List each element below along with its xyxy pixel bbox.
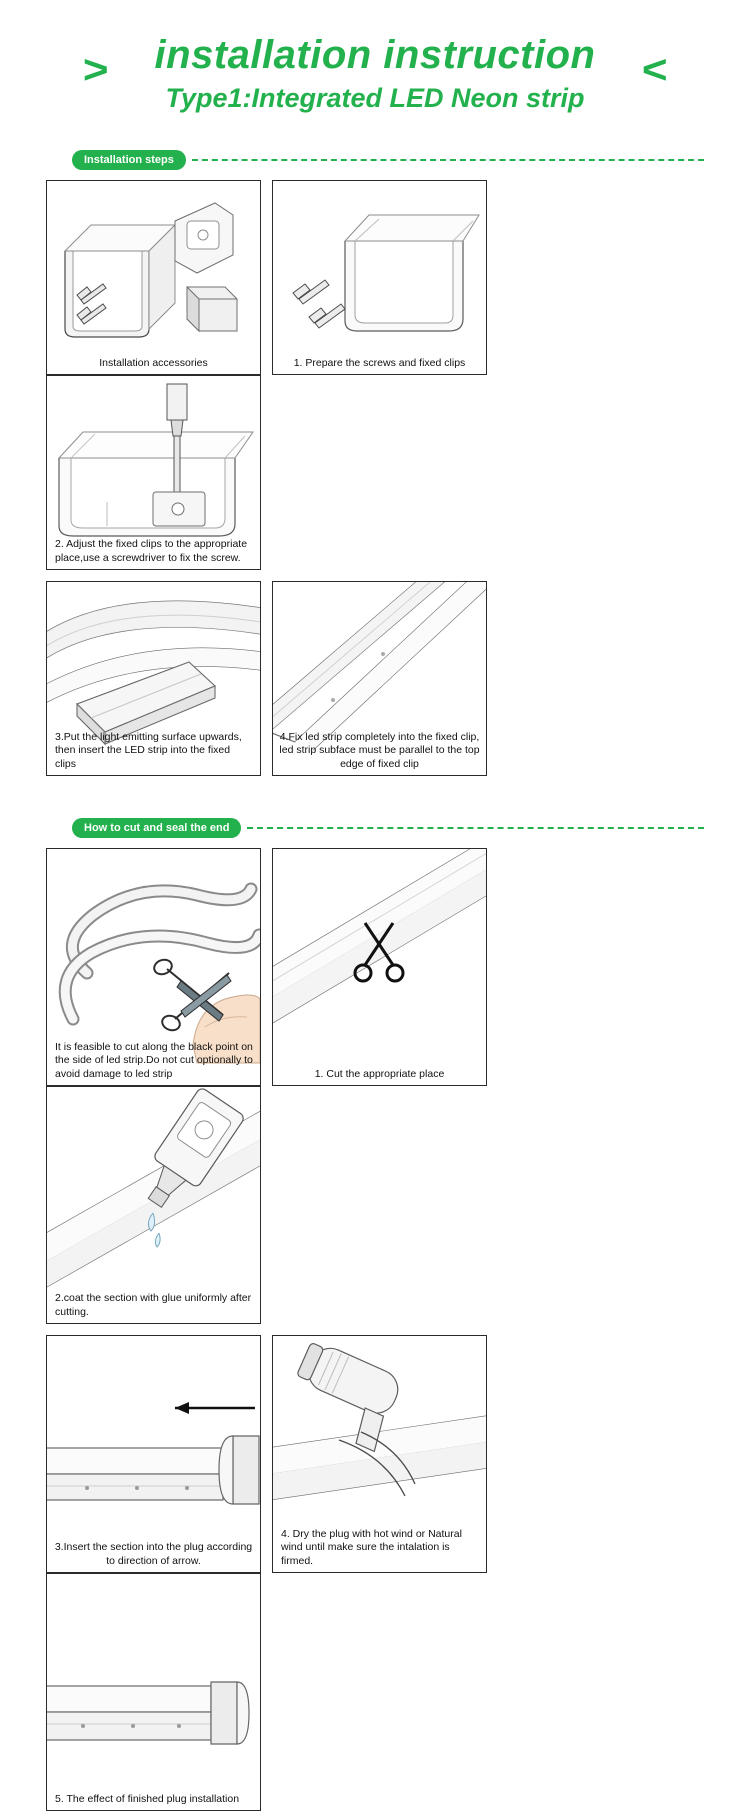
page-subtitle: Type1:Integrated LED Neon strip [165, 83, 585, 113]
steps-grid-row1 [0, 180, 750, 570]
cut-caption: 1. Cut the appropriate place [314, 1067, 445, 1080]
step-caption: 2. Adjust the fixed clips to the appropriate place,use a screwdriver to fix the screw. [55, 538, 248, 564]
page-title: installation instruction [154, 33, 596, 77]
steps-grid-row2 [0, 581, 750, 776]
section-header [0, 818, 750, 838]
cut-cell-cut-place [272, 848, 487, 1086]
cut-cell-insert-plug [46, 1335, 261, 1573]
cut-grid-row2 [0, 1335, 750, 1811]
cut-cell-black-point [46, 848, 261, 1086]
cut-cell-dry-plug [272, 1335, 487, 1573]
section-label-cut-and-seal: How to cut and seal the end [72, 818, 241, 838]
section-cut-and-seal [0, 818, 750, 1811]
section-header [0, 150, 750, 170]
cut-caption: 4. Dry the plug with hot wind or Natural wind until make sure the intalation is firmed. [281, 1528, 462, 1567]
section-label-installation-steps: Installation steps [72, 150, 186, 170]
step-cell-accessories [46, 180, 261, 375]
divider [192, 159, 704, 161]
cut-grid-row1 [0, 848, 750, 1324]
section-installation-steps [0, 150, 750, 776]
page-header [0, 0, 750, 114]
chevron-left-icon: < [641, 48, 668, 92]
cut-caption: 3.Insert the section into the plug according to direction of arrow. [54, 1541, 253, 1567]
step-cell-adjust-clips [46, 375, 261, 570]
cut-caption: It is feasible to cut along the black point on the side of led strip.Do not cut optionally to avoid damage to led strip [55, 1041, 253, 1080]
step-cell-fix-strip [272, 581, 487, 776]
step-caption: Installation accessories [99, 356, 208, 369]
step-cell-insert-strip [46, 581, 261, 776]
cut-caption: 5. The effect of finished plug installation [55, 1792, 240, 1805]
step-caption: 1. Prepare the screws and fixed clips [293, 356, 466, 369]
chevron-right-icon: > [82, 48, 109, 92]
step-caption: 3.Put the light emitting surface upwards, then insert the LED strip into the fixed clips [55, 731, 242, 770]
divider [247, 827, 704, 829]
cut-cell-apply-glue [46, 1086, 261, 1324]
cut-cell-finished [46, 1573, 261, 1811]
step-caption: 4.Fix led strip completely into the fixed clip, led strip subface must be parallel to the top edge of fixed clip [279, 731, 480, 770]
step-cell-prepare-screws [272, 180, 487, 375]
cut-caption: 2.coat the section with glue uniformly after cutting. [55, 1292, 252, 1318]
